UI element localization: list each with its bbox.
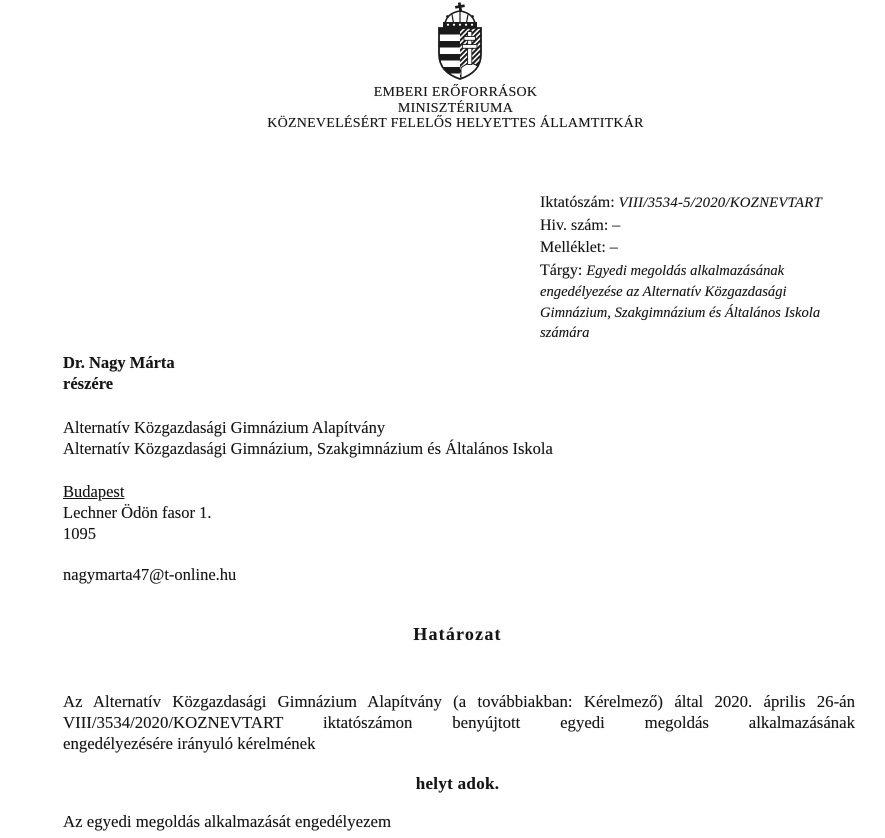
address-street: Lechner Ödön fasor 1. (63, 503, 212, 522)
paragraph-line-1: Az Alternatív Közgazdasági Gimnázium Alapítvány (a továbbiakban: Kérelmező) által 2020. április 26-án (63, 692, 855, 711)
case-number-label: Iktatószám: (540, 194, 615, 211)
subject-value-line-1: Egyedi megoldás alkalmazásának (586, 262, 785, 279)
subject-value-line-2: engedélyezése az Alternatív Közgazdasági (540, 284, 787, 300)
ref-number-value: – (612, 216, 621, 234)
subject-row (540, 260, 885, 344)
subject-value-line-3: Gimnázium, Szakgimnázium és Általános Iskola (540, 304, 821, 321)
ref-number-label: Hiv. szám: (540, 216, 609, 234)
subject-label: Tárgy: (540, 261, 583, 279)
attachment-label: Melléklet: (540, 239, 606, 256)
addressee-suffix: részére (63, 374, 114, 393)
addressee-email: nagymarta47@t-online.hu (63, 565, 237, 584)
paragraph-line-3: engedélyezésére irányuló kérelmének (63, 734, 316, 753)
ministry-name-line-1: EMBERI ERŐFORRÁSOK (373, 85, 538, 100)
decision-heading: Határozat (413, 624, 502, 644)
spacer (63, 394, 553, 417)
organization-line-1: Alternatív Közgazdasági Gimnázium Alapítvány (63, 418, 386, 437)
address-city: Budapest (63, 482, 125, 501)
hungarian-coat-of-arms-icon (431, 2, 489, 80)
case-number-value: VIII/3534-5/2020/KOZNEVTART (618, 195, 822, 211)
addressee-block (63, 352, 553, 585)
ministry-name-line-2: MINISZTÉRIUMA (397, 100, 514, 116)
state-secretary-title: KÖZNEVELÉSÉRT FELELŐS HELYETTES ÁLLAMTITKÁR (267, 116, 644, 131)
case-number-row (540, 192, 885, 215)
verdict-statement: helyt adok. (415, 774, 500, 793)
decision-paragraph (63, 691, 855, 754)
attachment-value: – (609, 239, 618, 256)
closing-line: Az egyedi megoldás alkalmazását engedélyezem (63, 812, 392, 831)
addressee-name: Dr. Nagy Márta (63, 353, 175, 372)
spacer (63, 459, 553, 481)
paragraph-line-2: VIII/3534/2020/KOZNEVTART iktatószámon benyújtott egyedi megoldás alkalmazásának (63, 713, 855, 732)
ref-number-row (540, 215, 885, 238)
address-postal-code: 1095 (63, 524, 96, 543)
letterhead (13, 85, 885, 132)
attachment-row (540, 237, 885, 260)
organization-line-2: Alternatív Közgazdasági Gimnázium, Szakgimnázium és Általános Iskola (63, 439, 553, 458)
subject-value-line-4: számára (540, 325, 590, 341)
reference-block (540, 192, 885, 344)
spacer (63, 544, 553, 564)
